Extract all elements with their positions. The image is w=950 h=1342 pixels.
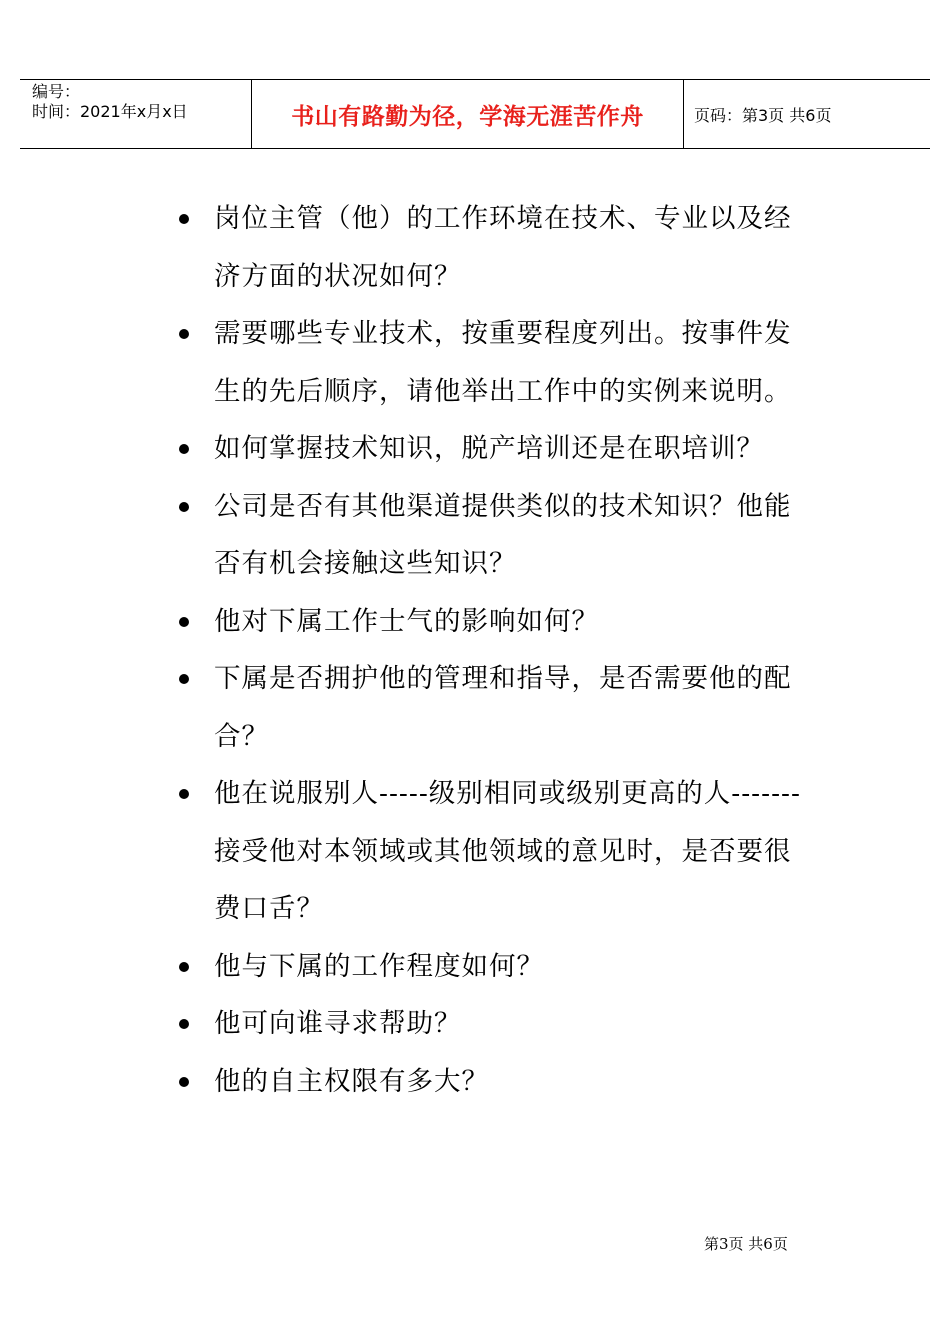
serial-number-label: 编号： [32, 82, 81, 101]
bullet-icon [179, 674, 189, 684]
bullet-icon [179, 1077, 189, 1087]
bullet-icon [179, 1019, 189, 1029]
bullet-icon [179, 214, 189, 224]
list-item-text: 公司是否有其他渠道提供类似的技术知识？他能否有机会接触这些知识？ [214, 490, 792, 579]
list-item-text: 岗位主管（他）的工作环境在技术、专业以及经济方面的状况如何？ [214, 203, 792, 292]
list-item [176, 995, 816, 1053]
list-item [176, 420, 816, 478]
bullet-icon [179, 789, 189, 799]
list-item-text: 他与下属的工作程度如何？ [214, 950, 544, 982]
bullet-icon [179, 962, 189, 972]
list-item-text: 他对下属工作士气的影响如何？ [214, 605, 599, 637]
list-item [176, 765, 816, 938]
page-header [20, 79, 930, 149]
list-item-text: 需要哪些专业技术，按重要程度列出。按事件发生的先后顺序，请他举出工作中的实例来说明。 [214, 318, 792, 407]
header-meta-cell [20, 80, 252, 148]
list-item [176, 593, 816, 651]
list-item [176, 478, 816, 593]
list-item-text: 他的自主权限有多大？ [214, 1065, 489, 1097]
page-footer: 第3页 共6页 [704, 1235, 788, 1253]
bullet-icon [179, 617, 189, 627]
date-line: 时间：2021年x月x日 [32, 102, 188, 121]
list-item-text: 如何掌握技术知识，脱产培训还是在职培训？ [214, 433, 764, 464]
header-page-cell [684, 80, 930, 148]
list-item [176, 190, 816, 305]
bullet-icon [179, 502, 189, 512]
list-item [176, 1053, 816, 1111]
list-item-text: 他可向谁寻求帮助？ [214, 1008, 462, 1039]
list-item [176, 650, 816, 765]
list-item-text: 他在说服别人-----级别相同或级别更高的人-------接受他对本领域或其他领域的意见时，是否要很费口舌？ [214, 778, 801, 924]
header-page-info: 页码：第3页 共6页 [694, 105, 832, 125]
bullet-icon [179, 329, 189, 339]
document-body [176, 190, 816, 1110]
question-list [176, 190, 816, 1110]
list-item [176, 305, 816, 420]
header-motto-cell [252, 80, 684, 148]
list-item-text: 下属是否拥护他的管理和指导，是否需要他的配合？ [214, 663, 792, 752]
list-item [176, 938, 816, 996]
header-motto: 书山有路勤为径，学海无涯苦作舟 [291, 103, 644, 130]
bullet-icon [179, 444, 189, 454]
